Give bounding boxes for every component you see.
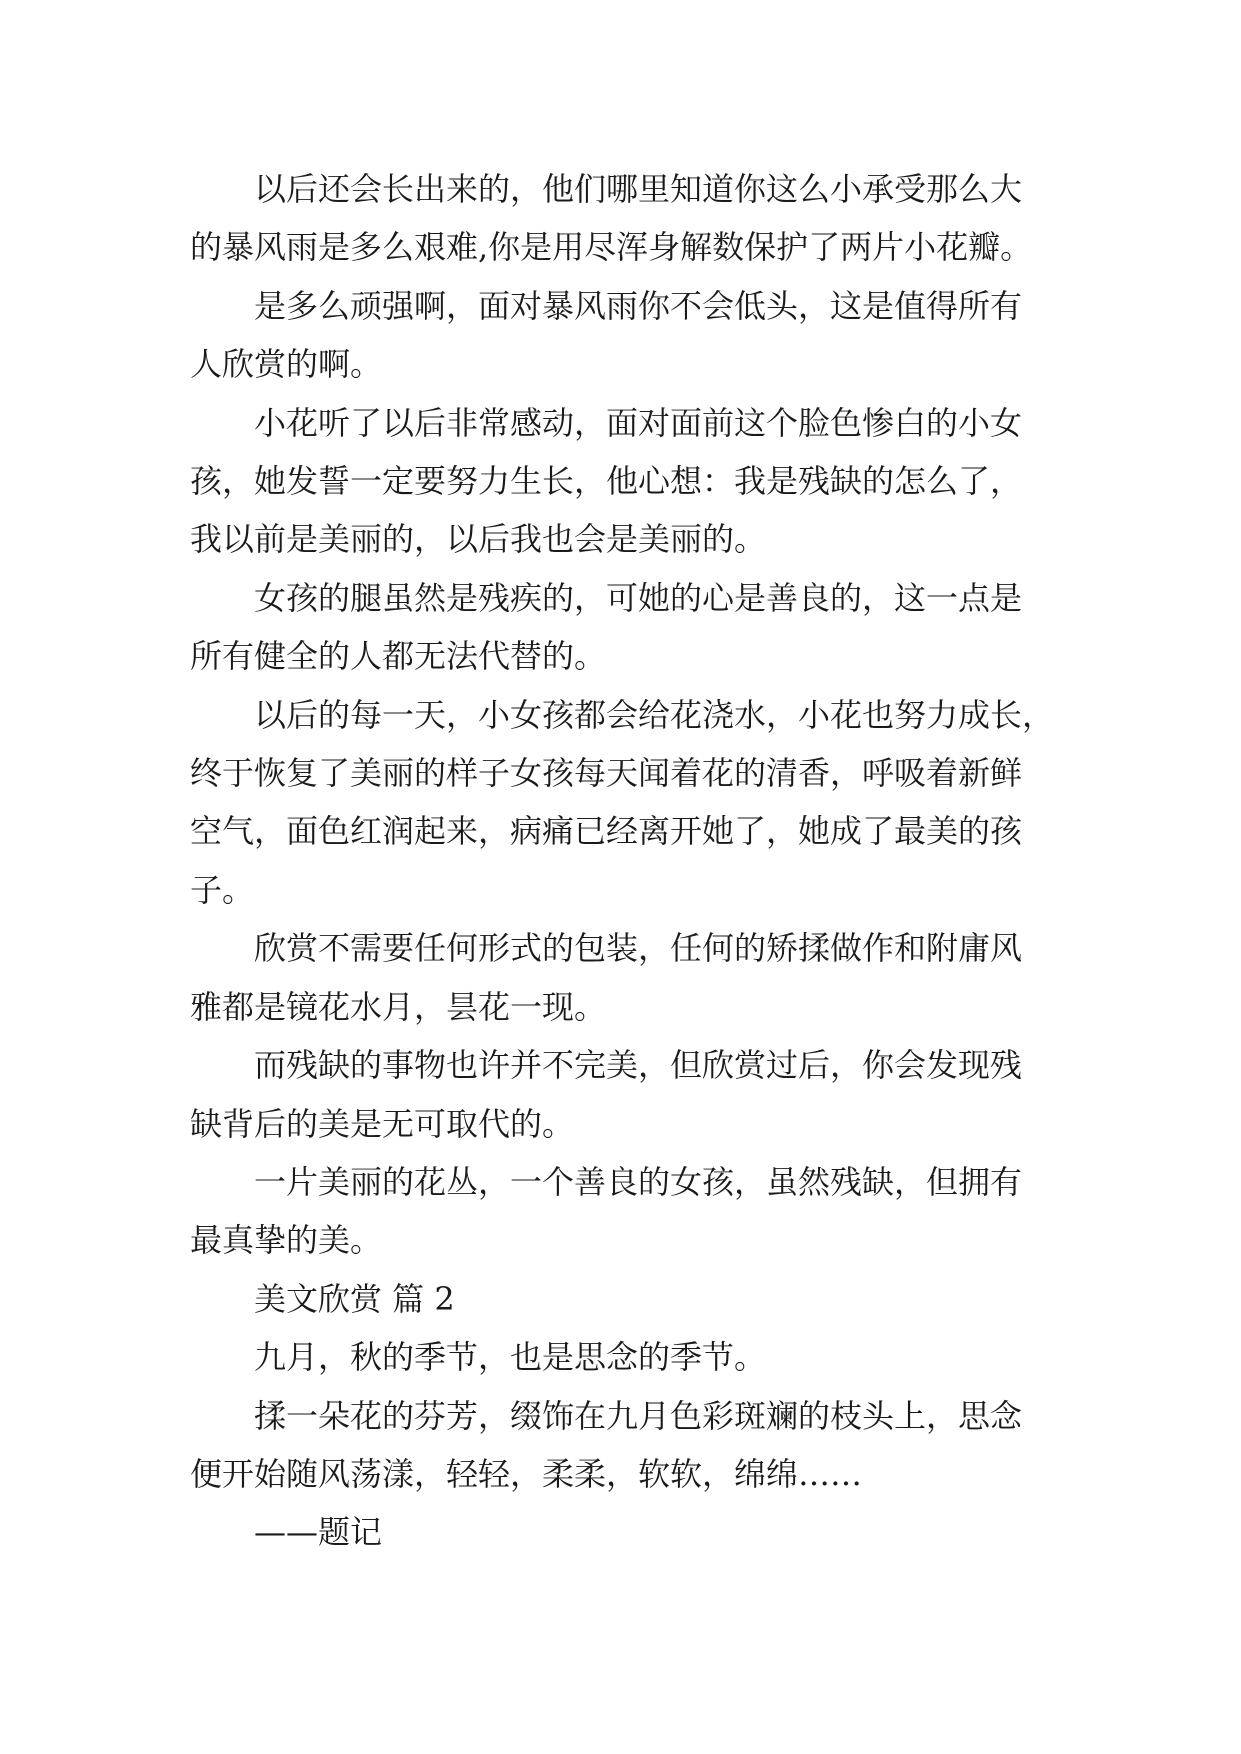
text-line: 空气，面色红润起来，病痛已经离开她了，她成了最美的孩 [190, 812, 1023, 851]
text-line: 而残缺的事物也许并不完美，但欣赏过后，你会发现残 [254, 1046, 1023, 1085]
text-line: 终于恢复了美丽的样子女孩每天闻着花的清香，呼吸着新鲜 [190, 754, 1023, 793]
text-line: 我以前是美丽的，以后我也会是美丽的。 [190, 520, 767, 559]
text-line: 孩，她发誓一定要努力生长，他心想：我是残缺的怎么了， [190, 462, 1023, 501]
text-line: 以后还会长出来的，他们哪里知道你这么小承受那么大 [254, 170, 1023, 208]
text-line: 小花听了以后非常感动，面对面前这个脸色惨白的小女 [254, 403, 1023, 442]
text-line: 人欣赏的啊。 [190, 345, 383, 384]
text-line: 所有健全的人都无法代替的。 [190, 637, 607, 676]
section-heading: 美文欣赏 篇 2 [254, 1279, 455, 1318]
text-line: 揉一朵花的芬芳，缀饰在九月色彩斑斓的枝头上，思念 [254, 1396, 1023, 1435]
text-line: 九月，秋的季节，也是思念的季节。 [254, 1338, 767, 1377]
text-line: 是多么顽强啊，面对暴风雨你不会低头，这是值得所有 [254, 286, 1023, 325]
text-line: 欣赏不需要任何形式的包装，任何的矫揉做作和附庸风 [254, 929, 1023, 968]
epigraph-attribution: ——题记 [254, 1513, 383, 1552]
body-text [190, 160, 1090, 1562]
text-line: 雅都是镜花水月，昙花一现。 [190, 987, 607, 1026]
text-line: 缺背后的美是无可取代的。 [190, 1104, 575, 1143]
text-line: 以后的每一天，小女孩都会给花浇水，小花也努力成长， [254, 695, 1055, 734]
text-line: 最真挚的美。 [190, 1221, 383, 1260]
text-line: 便开始随风荡漾，轻轻，柔柔，软软，绵绵…… [190, 1454, 863, 1493]
text-line: 女孩的腿虽然是残疾的，可她的心是善良的，这一点是 [254, 578, 1023, 617]
text-line: 子。 [190, 870, 255, 909]
text-line: 的暴风雨是多么艰难,你是用尽浑身解数保护了两片小花瓣。 [190, 228, 1033, 267]
text-line: 一片美丽的花丛，一个善良的女孩，虽然残缺，但拥有 [254, 1162, 1023, 1201]
